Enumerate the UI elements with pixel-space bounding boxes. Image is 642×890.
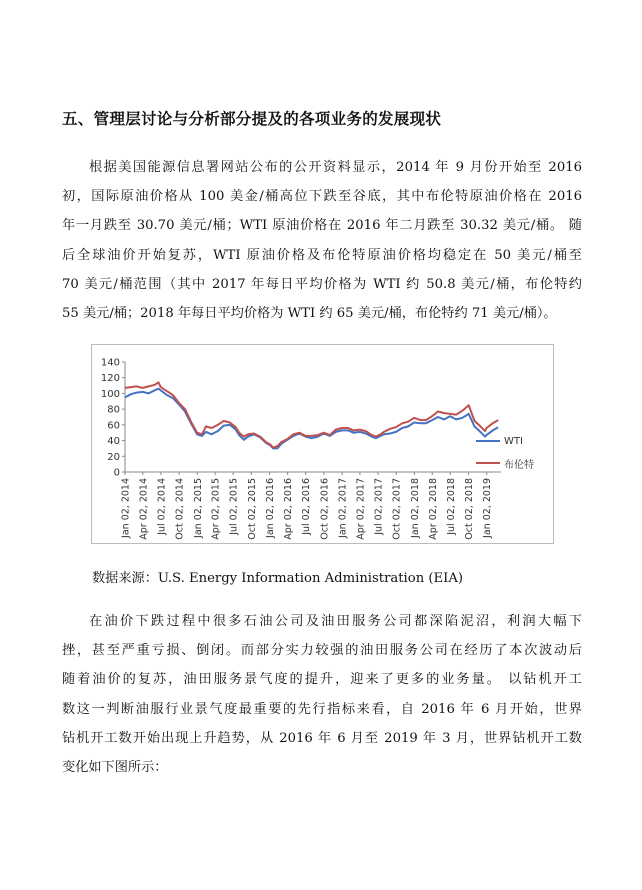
paragraph-line: 初，国际原油价格从 100 美金/桶高位下跌至谷底，其中布伦特原油价格在 2016: [62, 189, 582, 205]
legend-swatch-wti: [476, 440, 500, 442]
x-tick-label: Jan 02, 2018: [409, 478, 421, 538]
x-tick-label: Oct 02, 2016: [319, 478, 331, 540]
legend-swatch-brent: [476, 462, 500, 464]
x-tick-label: Jan 02, 2014: [120, 478, 132, 538]
chart-legend: [476, 430, 534, 474]
paragraph-line: 70 美元/桶范围（其中 2017 年每日平均价格为 WTI 约 50.8 美元/桶，布伦特约: [62, 276, 582, 292]
paragraph-line: 年一月跌至 30.70 美元/桶；WTI 原油价格在 2016 年二月跌至 30.32 美元/桶。 随: [62, 218, 582, 234]
oil-price-chart: [91, 344, 554, 544]
y-tick-label: 100: [100, 388, 120, 400]
paragraph-line: 数这一判断油服行业景气度最重要的先行指标来看，自 2016 年 6 月开始，世界: [62, 701, 582, 717]
legend-item-wti: [476, 430, 534, 452]
paragraph-line: 在油价下跌过程中很多石油公司及油田服务公司都深陷泥沼，利润大幅下: [89, 614, 582, 629]
x-tick-label: Apr 02, 2015: [210, 478, 222, 540]
section-heading: 五、管理层讨论与分析部分提及的各项业务的发展现状: [62, 110, 442, 128]
paragraph-line: 55 美元/桶；2018 年每日平均价格为 WTI 约 65 美元/桶，布伦特约 71 美元/桶）。: [62, 305, 557, 321]
y-tick-label: 20: [107, 451, 120, 463]
x-tick-label: Apr 02, 2014: [138, 478, 150, 540]
x-tick-label: Jul 02, 2015: [228, 478, 240, 535]
x-tick-label: Jan 02, 2015: [192, 478, 204, 538]
x-tick-label: Oct 02, 2018: [464, 478, 476, 540]
x-tick-label: Jan 02, 2016: [265, 478, 277, 538]
paragraph-line: 变化如下图所示：: [62, 759, 168, 775]
paragraph-line: 钻机开工数开始出现上升趋势，从 2016 年 6 月至 2019 年 3 月，世界钻机开工数: [62, 730, 582, 746]
y-tick-label: 140: [100, 357, 120, 369]
series-line-wti: [125, 389, 498, 449]
paragraph-oil-prices: [62, 153, 582, 328]
paragraph-oilfield-services: [62, 607, 582, 782]
x-tick-label: Jul 02, 2014: [156, 478, 168, 535]
x-tick-label: Jan 02, 2019: [482, 478, 494, 538]
paragraph-line: 随着油价的复苏，油田服务景气度的提升，迎来了更多的业务量。 以钻机开工: [62, 672, 582, 688]
x-tick-label: Jul 02, 2018: [445, 478, 457, 535]
x-tick-label: Jan 02, 2017: [337, 478, 349, 538]
x-tick-label: Oct 02, 2015: [246, 478, 258, 540]
x-tick-label: Apr 02, 2018: [427, 478, 439, 540]
data-source: 数据来源：U.S. Energy Information Administration (EIA): [92, 571, 464, 586]
legend-item-brent: [476, 452, 534, 474]
x-tick-label: Oct 02, 2014: [174, 478, 186, 540]
y-tick-label: 40: [107, 436, 120, 448]
x-tick-label: Apr 02, 2016: [283, 478, 295, 540]
y-tick-label: 60: [107, 420, 120, 432]
y-tick-label: 120: [100, 373, 120, 385]
y-tick-label: 80: [107, 404, 120, 416]
x-tick-label: Jul 02, 2017: [373, 478, 385, 535]
y-tick-label: 0: [113, 467, 120, 479]
paragraph-line: 根据美国能源信息署网站公布的公开资料显示，2014 年 9 月份开始至 2016: [89, 160, 582, 175]
legend-label-brent: 布伦特: [504, 459, 534, 471]
paragraph-line: 后全球油价开始复苏，WTI 原油价格及布伦特原油价格均稳定在 50 美元/桶至: [62, 247, 582, 263]
paragraph-line: 挫，甚至严重亏损、倒闭。而部分实力较强的油田服务公司在经历了本次波动后: [62, 643, 582, 659]
x-tick-label: Apr 02, 2017: [355, 478, 367, 540]
x-tick-label: Oct 02, 2017: [391, 478, 403, 540]
x-tick-label: Jul 02, 2016: [301, 478, 313, 535]
legend-label-wti: WTI: [504, 435, 523, 447]
